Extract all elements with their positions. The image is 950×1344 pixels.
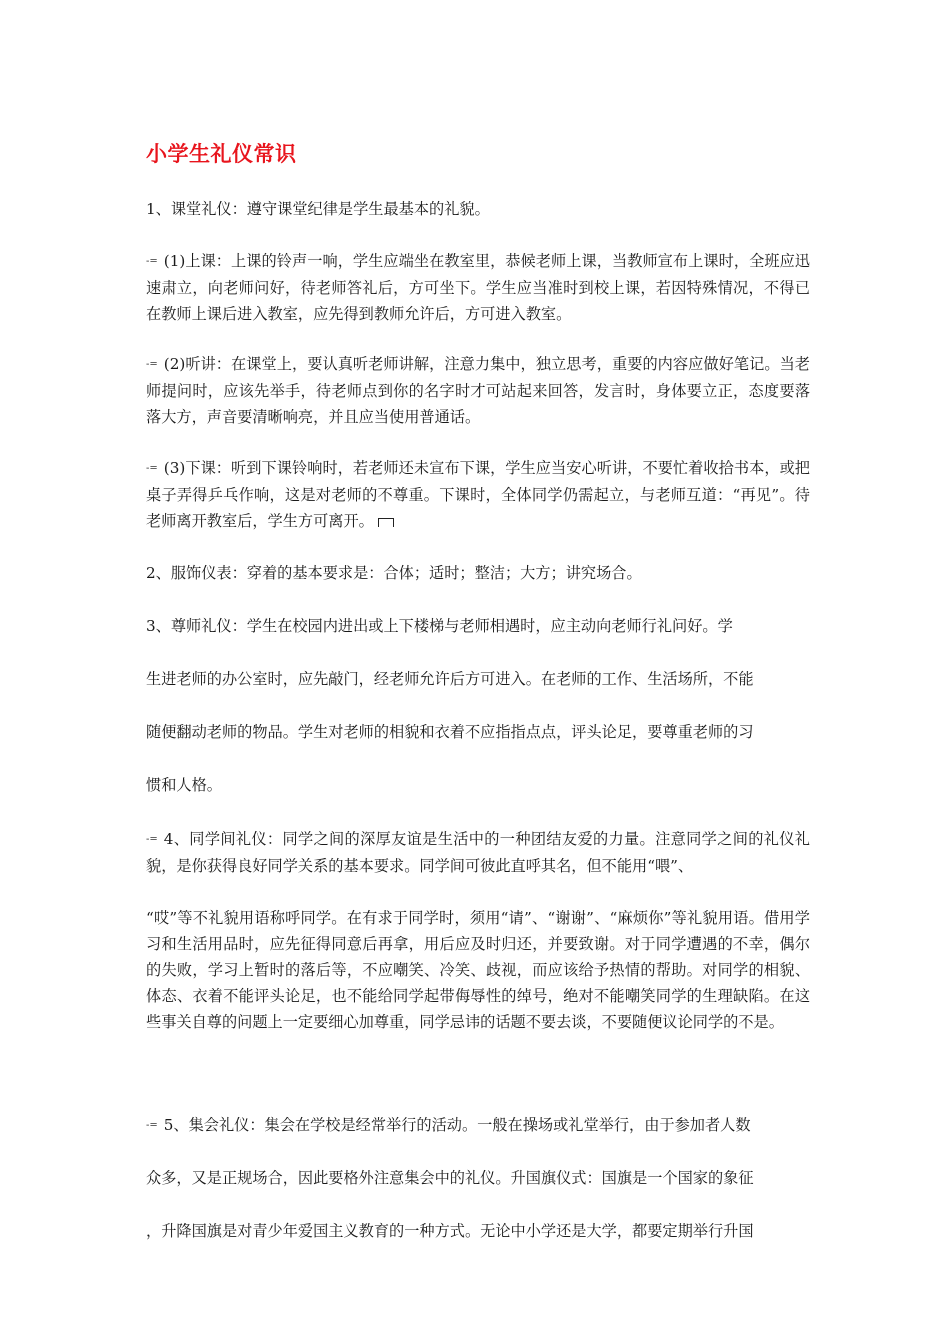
list-marker: -= [146, 1120, 158, 1131]
list-marker: -= [146, 834, 158, 845]
list-marker: -= [146, 359, 158, 370]
section4-paragraph-2: “哎”等不礼貌用语称呼同学。在有求于同学时，须用“请”、“谢谢”、“麻烦你”等礼貌用语。借用学习和生活用品时，应先征得同意后再拿，用后应及时归还，并要致谢。对于同学遭遇的不幸，偶尔的失败，学习上暂时的落后等，不应嘲笑、冷笑、歧视，而应该给予热情的帮助。对同学的相貌、体态、衣着不能评头论足，也不能给同学起带侮辱性的绰号，绝对不能嘲笑同学的生理缺陷。在这些事关自尊的问题上一定要细心加尊重，同学忌讳的话题不要去谈，不要随便议论同学的不是。 [146, 909, 810, 1031]
section3-line-3: 随便翻动老师的物品。学生对老师的相貌和衣着不应指指点点，评头论足，要尊重老师的习 [146, 723, 754, 741]
section1-paragraph-2-text: (2)听讲：在课堂上，要认真听老师讲解，注意力集中，独立思考，重要的内容应做好笔记。当老师提问时，应该先举手，待老师点到你的名字时才可站起来回答，发言时，身体要立正，态度要落落大方，声音要清晰响亮，并且应当使用普通话。 [146, 355, 810, 426]
list-marker: -= [146, 463, 158, 474]
section5-line-2: 众多，又是正规场合，因此要格外注意集会中的礼仪。升国旗仪式：国旗是一个国家的象征 [146, 1169, 754, 1187]
section1-paragraph-1-text: (1)上课：上课的铃声一响，学生应端坐在教室里，恭候老师上课，当教师宣布上课时，全班应迅速肃立，向老师问好，待老师答礼后，方可坐下。学生应当准时到校上课，若因特殊情况，不得已在教师上课后进入教室，应先得到教师允许后，方可进入教室。 [146, 252, 810, 323]
section2-paragraph: 2、服饰仪表：穿着的基本要求是：合体；适时；整洁；大方；讲究场合。 [146, 564, 642, 582]
section3-line-1: 3、尊师礼仪：学生在校园内进出或上下楼梯与老师相遇时，应主动向老师行礼问好。学 [146, 617, 733, 635]
document-title: 小学生礼仪常识 [146, 141, 297, 166]
section3-line-4: 惯和人格。 [146, 776, 222, 794]
section1-heading: 1、课堂礼仪：遵守课堂纪律是学生最基本的礼貌。 [146, 200, 490, 218]
section5-line-1-text: 5、集会礼仪：集会在学校是经常举行的活动。一般在操场或礼堂举行，由于参加者人数 [163, 1116, 751, 1134]
section1-paragraph-3-text: (3)下课：听到下课铃响时，若老师还未宣布下课，学生应当安心听讲，不要忙着收拾书本，或把桌子弄得乒乓作响，这是对老师的不尊重。下课时，全体同学仍需起立，与老师互道：“再见”。待老师离开教室后，学生方可离开。 [146, 459, 810, 530]
section5-line-3: ，升降国旗是对青少年爱国主义教育的一种方式。无论中小学还是大学，都要定期举行升国 [146, 1222, 754, 1240]
section5-line-1 [146, 1112, 810, 1139]
paragraph-end-icon [378, 518, 394, 527]
list-marker: -= [146, 256, 158, 267]
section3-line-2: 生进老师的办公室时，应先敲门，经老师允许后方可进入。在老师的工作、生活场所，不能 [146, 670, 754, 688]
section4-paragraph-1-text: 4、同学间礼仪：同学之间的深厚友谊是生活中的一种团结友爱的力量。注意同学之间的礼仪礼貌，是你获得良好同学关系的基本要求。同学间可彼此直呼其名，但不能用“喂”、 [146, 830, 810, 875]
section1-paragraph-1 [146, 248, 810, 327]
section1-paragraph-2 [146, 351, 810, 430]
section4-paragraph-1 [146, 826, 810, 879]
section1-paragraph-3 [146, 455, 810, 534]
